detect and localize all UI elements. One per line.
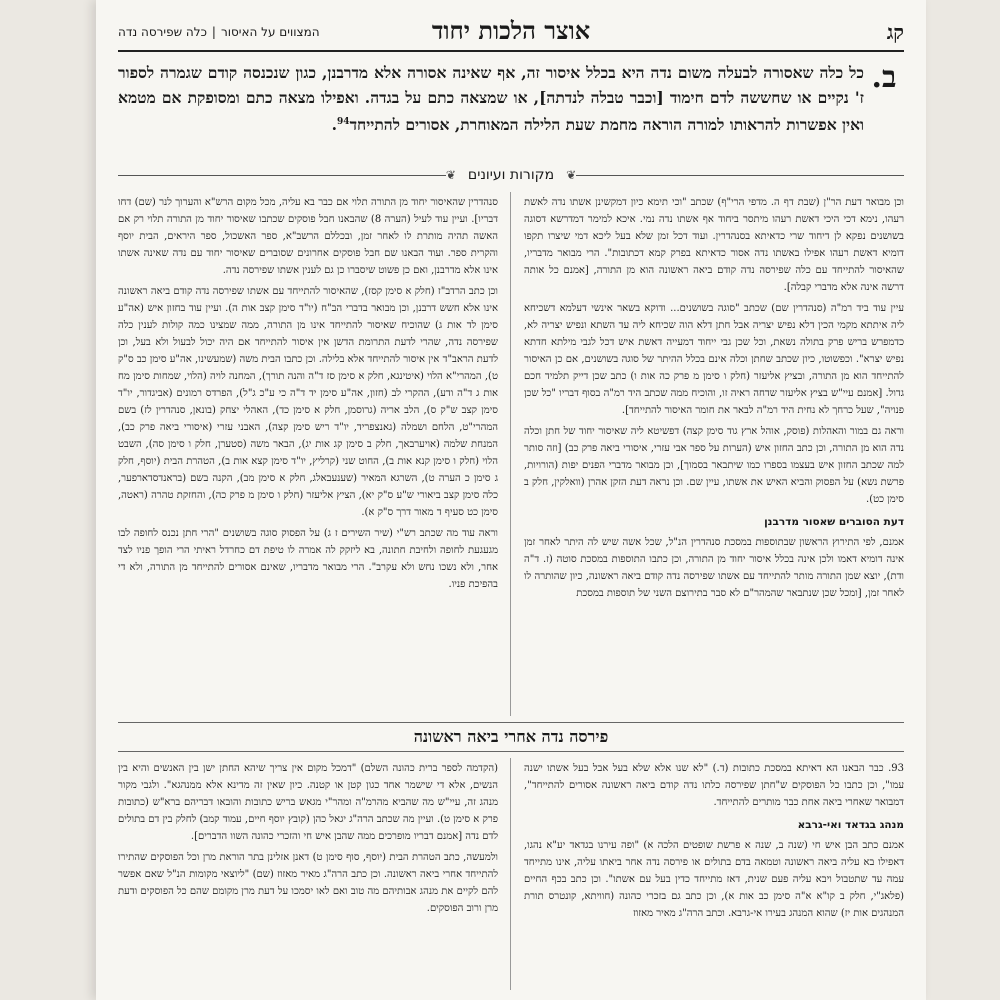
footnote-ref: 94: [337, 117, 350, 127]
lower-column-left: [118, 760, 498, 992]
column-divider: [510, 758, 511, 990]
paragraph: אמנם, לפי התירוץ הראשון שבתוספות במסכת סנהדרין הנ"ל, שכל אשה שיש לה היתר לאחר זמן אינה דומיא דאמו ולכן אינה בכלל איסור יחוד מן התורה, וכן כתבו התוספות במסכת סוטה (ז. ד"ה ודת), יוצא שמן התורה מותר להתייחד עם אשתו שפירסה נדה קודם ביאה ראשונה, כיון שהותרה לו לאחר זמן, [ומכל שכן שנתבאר שהמהר"ם לא סבר בתירוצם השני של תוספות במסכת: [524, 537, 904, 599]
halacha-letter: ב.: [871, 60, 897, 95]
book-page: [96, 0, 926, 1000]
subheading: מנהג בגדאד ואי-גרבא: [797, 819, 904, 831]
ornament-icon: ❦: [566, 168, 577, 182]
section-divider: פירסה נדה אחרי ביאה ראשונה: [118, 722, 904, 752]
paragraph: וכן כתב הרדב"ז (חלק א סימן קסז), שהאיסור להתייחד עם אשתו שפירסה נדה קודם ביאה ראשונה אינו אלא חשש דרבנן, וכן מבואר בדברי הב"ח (יו"ד סימן קצב אות ה). ועיין עוד בחזון איש (אה"ע סימן לד אות ג) שהוכיח שאיסור להתייחד אינו מן התורה, ממה שמצינו כמה קולות לענין כלה שפירסה נדה, שהרי לדעת התרומת הדשן אין איסור להתייחד אם היה יכול לבעול ולא בעל, וכן לדעת הראב"ד אין איסור להתייחד אלא בלילה. וכן כתבו הבית משה (שמעשינו, אה"ע סימן כב ס"ק ט), המהרי"א הלוי (איטינגא, חלק א סימן סז ד"ה והנה תורך), המחנה לויה (הלוי, שמחות סימן מח אות ג ד"ה ודע), ההקרי לב (חזון, אה"ע סימן יד ד"ה כי ע"כ ג"ל), הפרדס רמונים (אביגדור, יו"ד סימן קצב ש"ק ס), הלב אריה (גרוסמן, חלק א סימן כד), האהלי יצחק (בונאן, סנהדרין לז) בשם המהרי"ט, הלחם ושמלה (גאנצפריד, יו"ד ריש סימן קצה), האבני עזרי (איסורי ביאה פרק כב), המנחת שלמה (אויערבאך, חלק ב סימן קג אות יג), הבאר משה (סטערן, חלק ו סימן סה), השבט הלוי (חלק ו סימן קנא אות ב), החוט שני (קרליץ, יו"ד סימן קצא אות ב), הטהרת הבית (יוסף, חלק ג סימן כ הערה ט), השרגא המאיר (שענעבאלג, חלק א סימן מב), הקנה בשם (בראנדסדארפער, כלה סימן קצב ביאורי ש"ע ס"ק יא), הציץ אליעזר (חלק ו סימן מ פרק כה), והחזקת טהרה (ראטה, סימן כט סעיף ד מאור דרך ס"ק א).: [118, 286, 498, 518]
paragraph: (הקדמה לספר ברית כהונה השלם) "דמכל מקום אין צריך שיהא החתן ישן בין האנשים והיא בין הנשים, אלא די שישמר אחד כגון קטן או קטנה. כיון שאין זה מדינא אלא ממנהגא". ולגבי מקור מנהג זה, עיי"ש מה שהביא מהרמ"ה ומהר"י מגאש בריש כתובות והובאו דבריהם ברא"ש (כתובות פרק א סימן ט). ועיין מה שכתב הרה"ג יגאל כהן (קובץ יוסף חיים, עמוד קמב) לחלק בין דם בתולים לדם נדה [אמנם דבריו מופרכים ממה שהבן איש חי והזכרי כהונה השוו הדברים].: [118, 763, 498, 842]
paragraph: 93. כבר הבאנו הא דאיתא במסכת כתובות (ד.) "לא שנו אלא שלא בעל אבל בעל אשתו ישנה עמו", וכן כתבו כל הפוסקים ש"חתן שפירסה כלתו נדה קודם ביאה ראשונה אסורים להתייחד", דמבואר שאחרי ביאה אחת כבר מותרים להתייחד.: [524, 763, 904, 808]
page-number: קג: [886, 20, 904, 44]
sources-banner: [118, 164, 904, 186]
section-sub: כלה שפירסה נדה: [118, 25, 207, 39]
lower-column-right: [524, 760, 904, 992]
paragraph: אמנם כתב הבן איש חי (שנה ב, שנה א פרשת שופטים הלכה א) "ופה עירנו בגדאד יע"א נהגו, דאפילו בא עליה ביאה ראשונה וטמאה בדם בתולים או פירסה נדה אחר ביאתו עליה, אינו מתייחד עמה עד שתטבול ויבא עליה פעם שנית, דאז מתייחד כדין בעל עם אשתו". וכן כתב בכף החיים (פלאג"י, חלק ב קו"א א"ה סימן כב אות א), וכן כתב גם בזכרי כהונה (חוויתא, קונטרס תורת המנהגים אות יז) שהוא המנהג בעירו אי-גרבא. וכתב הרה"ג מאיר מאזוז: [524, 840, 904, 919]
paragraph: וראה גם במור והאהלות (פוסק, אוהל ארץ גוד סימן קצה) דפשיטא ליה שאיסור יחוד של חתן וכלה נדה הוא מן התורה, וכן כתב החזון איש (הערות על ספר אבי עזרי, איסורי ביאה פרק כב) [וזה סותר למה שכתב החזון איש בעצמו בספרו כמו שיתבאר בסמוך], וכן מבואר מדברי הפנים יפות (הורויות, פרשת נשא) על הפסוק והביא האיש את אשתו, עיין שם. וכן נראה דעת הזקן אהרן (וואלקין, חלק ב סימן כט).: [524, 426, 904, 505]
subheading: דעת הסוברים שאסור מדרבנן: [764, 516, 904, 528]
banner-rule: [576, 175, 904, 176]
ornament-icon: ❦: [445, 168, 456, 182]
book-title: אוצר הלכות יחוד: [431, 16, 591, 45]
paragraph: וראה עוד מה שכתב רש"י (שיר השירים ז ג) על הפסוק סוגה בשושנים "הרי חתן נכנס לחופה לבו מגעגעת לחופה ולחיבת חתונה, בא ליזקק לה אמרה לו טיפת דם כחרדל ראיתי הרי הופך פניו לצד אחר, ולא נשכו נחש ולא עקרב". הרי מבואר מדבריו, שאינם אסורים להתייחד מן התורה, ולא די בהפיכת פניו.: [118, 528, 498, 590]
sources-column-left: [118, 194, 498, 718]
section-main: המצווים על האיסור: [220, 25, 320, 39]
paragraph: וכן מבואר דעת הר"ן (שבת דף ה. מדפי הרי"ף) שכתב "וכי תימא כיון דמקשינן אשתו נדה לאשת רעהו, נימא דכי היכי דאשת רעהו מיתסר ביחוד אף אשתו נדה נמי. איכא למימר דמדרשא דסוגה בשושנים נפקא לן דיחוד שרי כדאיתא בסנהדרין. ועוד דכל זמן שלא בעל ליכא דמי שיצרו תקפו דומיא דאשת רעהו אפילו באשתו נדה אסור כדאיתא בפרק קמא דכתובות". הרי מבואר מדבריו, שהאיסור להתייחד עם כלה שפירסה נדה קודם ביאה ראשונה הוא מן התורה, [אמנם כל אותה דרשה אינה אלא מדברי קבלה].: [524, 197, 904, 293]
banner-rule: [118, 175, 446, 176]
column-divider: [510, 192, 511, 716]
section-header: המצווים על האיסור|כלה שפירסה נדה: [118, 25, 320, 39]
paragraph: ולמעשה, כתב הטהרת הבית (יוסף, סוף סימן ט) דאנן אזלינן בתר הוראת מרן וכל הפוסקים שהתירו להתייחד אחרי ביאה ראשונה. וכן כתב הרה"ג מאיר מאזוז (שם) "ליוצאי מקומות הנ"ל שאם אפשר להם לקיים את מנהג אבותיהם מה טוב ואם לאו יסמכו על דעת מרן מקומם שהם כל הפוסקים ודעת מרן ורוב הפוסקים.: [118, 852, 498, 914]
sources-column-right: [524, 194, 904, 718]
halacha-text: כל כלה שאסורה לבעלה משום נדה היא בכלל איסור זה, אף שאינה אסורה אלא מדרבנן, כגון שנכנסה קודם שגמרה לספור ז' נקיים או שחששה לדם חימוד [וכבר טבלה לנדתה], או שמצאה כתם על בגדה. ואפילו מצאה כתם ומסופקת אם מטמא ואין אפשרות להראותו למורה הוראה מחמת שעת הלילה המאוחרת, אסורים להתייחד$^{94}$.: [118, 63, 864, 135]
paragraph: עיין עוד ביד רמ"ה (סנהדרין שם) שכתב "סוגה בשושנים... ודוקא בשאר אינשי דעלמא דשכיחא ליה איתתא מקמי הכין דלא נפיש יצריה אבל חתן דלא הוה שכיחא ליה עד השתא ונפיש יצריה לא, כדמפרש בריש פרק בתולה נשאת, וכל שכן גבי ייחוד דמעייה דאשת איש דכל לגבי מילתא חדתא נפיש יצרא". וכפשוטו, כיון שכתב שחתן וכלה אינם בכלל ההיתר של סוגה בשושנים, אם כן האיסור להתייחד הוא מן התורה, ובציץ אליעזר (חלק ו סימן מ פרק כה אות ו) כתב שכן דייק תלמיד חכם גדול. [אמנם עיי"ש בציץ אליעזר שדחה ראיה זו, והוכיח ממה שכתב היד רמ"ה בסוף דבריו "כל שכן פנויה", שעל כרחך לא נחית היד רמ"ה לבאר את חומר האיסור להתייחד].: [524, 303, 904, 416]
paragraph: סנהדרין שהאיסור יחוד מן התורה תלוי אם כבר בא עליה, מכל מקום הרש"א והערוך לנר (שם) דחו דבריו]. ועיין עוד לעיל (הערה 8) שהבאנו חבל פוסקים שכתבו שאיסור יחוד מן התורה תלוי רק אם האשה תהיה מותרת לו לאחר זמן, ובכללם הרשב"א, ספר האשכול, ספר היראים, הבית יוסף והקרית ספר. ועוד הבאנו שם חבל פוסקים אחרונים שסוברים שאיסור יחוד עם נדה שאינה אשתו אינו אלא מדרבנן, ואם כן פשוט שיסברו כן גם לענין אשתו שפירסה נדה.: [118, 197, 498, 276]
main-halacha: [118, 60, 904, 160]
sources-title: מקורות ועיונים: [467, 167, 555, 183]
page-header: [118, 16, 904, 52]
